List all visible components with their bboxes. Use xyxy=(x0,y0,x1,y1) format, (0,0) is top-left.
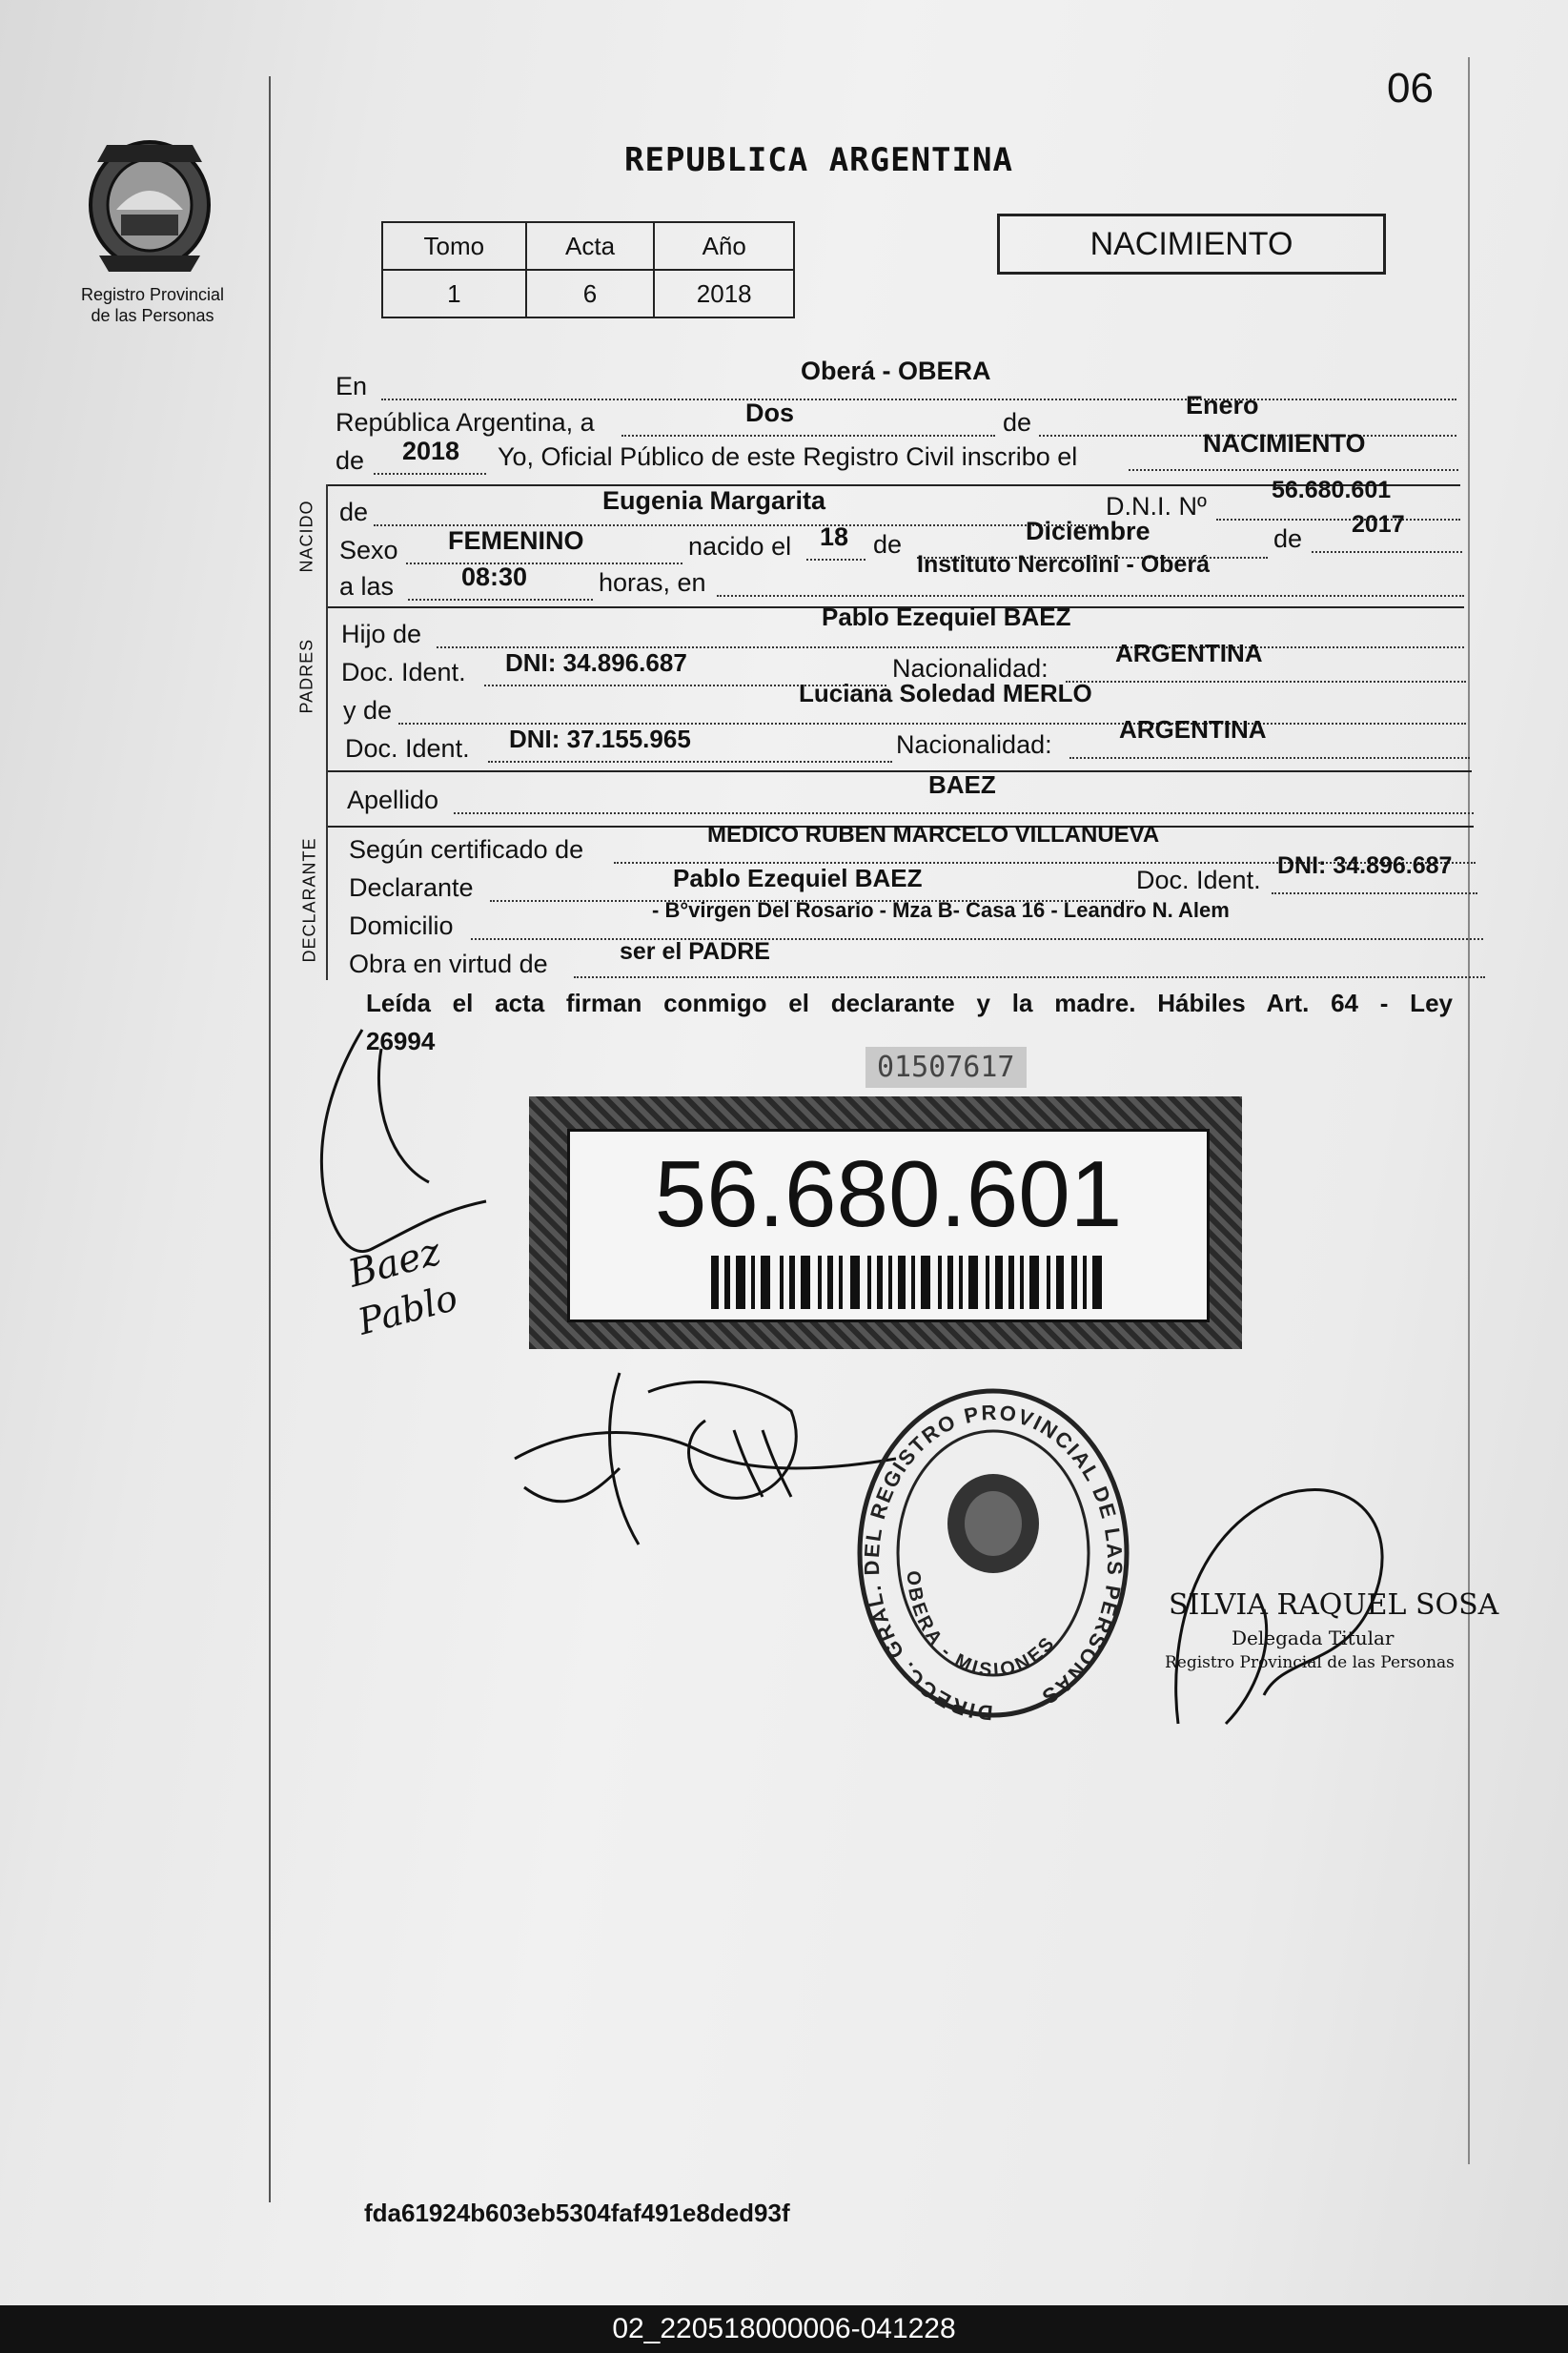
sexo-value: FEMENINO xyxy=(448,526,584,555)
file-id-bar xyxy=(0,2305,1568,2353)
svg-text:OBERA - MISIONES xyxy=(903,1570,1060,1682)
anio-header: Año xyxy=(654,222,794,270)
padres-section-label: PADRES xyxy=(296,638,316,714)
section-rule xyxy=(326,484,328,980)
nacido-el-label: nacido el xyxy=(688,532,792,561)
birth-month-de-label: de xyxy=(873,530,903,559)
acta-value: 6 xyxy=(526,270,655,317)
month-de-label: de xyxy=(1003,408,1032,437)
page-number: 06 xyxy=(1387,65,1434,112)
barcode-bars xyxy=(711,1256,1102,1309)
declarante-label: Declarante xyxy=(349,873,474,902)
act-type-label: NACIMIENTO xyxy=(1089,226,1293,262)
signature-text-1: Baez xyxy=(343,1229,446,1297)
sexo-label: Sexo xyxy=(339,536,398,564)
signature-text-2: Pablo xyxy=(353,1276,462,1343)
obra-label: Obra en virtud de xyxy=(349,950,548,978)
cert-label: Según certificado de xyxy=(349,835,584,864)
declarante-doc: DNI: 34.896.687 xyxy=(1277,852,1453,879)
left-margin-line xyxy=(269,76,271,2202)
declarant-signature xyxy=(295,1020,505,1344)
father-nationality: ARGENTINA xyxy=(1115,639,1263,667)
province-logo xyxy=(78,133,221,276)
father-doc: DNI: 34.896.687 xyxy=(505,648,687,677)
apellido-label: Apellido xyxy=(347,786,439,814)
mother-nat-line xyxy=(1069,757,1470,759)
obra-value: ser el PADRE xyxy=(620,938,770,965)
mother-signature xyxy=(505,1354,906,1554)
day-value: Dos xyxy=(745,399,795,427)
apellido-value: BAEZ xyxy=(928,770,996,799)
logo-caption-line-1: Registro Provincial xyxy=(80,285,225,304)
declarante-doc-label: Doc. Ident. xyxy=(1136,866,1261,894)
record-kind-value: NACIMIENTO xyxy=(1203,429,1366,458)
record-kind-line xyxy=(1129,469,1458,471)
father-name: Pablo Ezequiel BAEZ xyxy=(822,603,1071,631)
serial-number: 01507617 xyxy=(865,1047,1027,1088)
barcode-graphic xyxy=(711,1256,1102,1309)
nacido-de-label: de xyxy=(339,498,369,526)
a-las-label: a las xyxy=(339,572,395,601)
time-line xyxy=(408,599,593,601)
father-doc-label: Doc. Ident. xyxy=(341,658,466,686)
record-table-values xyxy=(382,270,794,317)
domicilio-label: Domicilio xyxy=(349,911,454,940)
act-type-box xyxy=(997,214,1386,275)
birth-year-line xyxy=(1312,551,1462,553)
acta-header: Acta xyxy=(526,222,655,270)
birth-month: Diciembre xyxy=(1026,517,1151,545)
anio-value: 2018 xyxy=(654,270,794,317)
birth-place-line xyxy=(717,595,1464,597)
place-value: Oberá - OBERA xyxy=(801,357,991,385)
father-nat-label: Nacionalidad: xyxy=(892,654,1049,683)
birth-day: 18 xyxy=(820,522,849,551)
place-line xyxy=(381,399,1456,400)
horas-label: horas, en xyxy=(599,568,706,597)
domicilio-value: - B°virgen Del Rosario - Mza B- Casa 16 - Leandro N. Alem xyxy=(652,898,1230,922)
birth-year-de-label: de xyxy=(1273,524,1303,553)
right-margin-line xyxy=(1468,57,1470,2164)
official-seal xyxy=(850,1381,1136,1726)
padres-divider xyxy=(328,770,1472,772)
logo-caption xyxy=(57,284,248,326)
dni-line xyxy=(1216,519,1460,521)
child-name: Eugenia Margarita xyxy=(602,486,826,515)
y-de-label: y de xyxy=(343,696,393,725)
year-value: 2018 xyxy=(402,437,460,465)
month-value: Enero xyxy=(1186,391,1259,419)
mother-doc-line xyxy=(488,761,892,763)
dni-label: D.N.I. Nº xyxy=(1106,492,1207,521)
hijo-de-label: Hijo de xyxy=(341,620,422,648)
mother-doc-label: Doc. Ident. xyxy=(345,734,470,763)
sexo-line xyxy=(406,563,682,564)
country-title: REPUBLICA ARGENTINA xyxy=(624,141,1013,179)
day-line xyxy=(621,435,995,437)
nacido-section-label: NACIDO xyxy=(296,500,316,573)
seal-ring-text: DIRECC. GRAL. DEL REGISTRO PROVINCIAL DE LAS PERSONAS xyxy=(859,1400,1128,1726)
declarante-section-label: DECLARANTE xyxy=(299,837,319,963)
year-prefix-label: de xyxy=(336,446,365,475)
cert-value: MEDICO RUBEN MARCELO VILLANUEVA xyxy=(707,822,1160,848)
birth-place: Instituto Nercolini - Oberá xyxy=(917,551,1210,578)
child-dni: 56.680.601 xyxy=(1272,477,1392,503)
record-table xyxy=(381,221,795,318)
mother-name: Luciana Soledad MERLO xyxy=(799,679,1092,707)
official-office: Registro Provincial de las Personas xyxy=(1165,1653,1455,1672)
barcode-label xyxy=(567,1129,1210,1322)
declarante-doc-line xyxy=(1272,892,1477,894)
father-nat-line xyxy=(1066,681,1466,683)
registry-text: Yo, Oficial Público de este Registro Civil inscribo el xyxy=(498,442,1078,471)
birth-time: 08:30 xyxy=(461,563,528,591)
apellido-line xyxy=(454,812,1474,814)
id-barcode-sticker xyxy=(529,1096,1242,1349)
official-name: SILVIA RAQUEL SOSA xyxy=(1169,1588,1499,1622)
en-label: En xyxy=(336,372,368,400)
mother-nationality: ARGENTINA xyxy=(1119,715,1267,744)
seal-inner-text: OBERA - MISIONES xyxy=(902,1569,1061,1682)
obra-line xyxy=(574,976,1485,978)
official-stamp xyxy=(1165,1476,1499,1762)
logo-caption-line-2: de las Personas xyxy=(91,306,214,325)
birth-day-line xyxy=(806,559,865,561)
republica-label: República Argentina, a xyxy=(336,408,595,437)
year-line xyxy=(374,473,486,475)
closing-line-1: Leída el acta firman conmigo el declarante y la madre. Hábiles Art. 64 - Ley xyxy=(366,989,1453,1017)
declarante-value: Pablo Ezequiel BAEZ xyxy=(673,864,923,892)
mother-doc: DNI: 37.155.965 xyxy=(509,725,691,753)
file-id-label: 02_220518000006-041228 xyxy=(612,2313,956,2344)
barcode-number: 56.680.601 xyxy=(654,1141,1123,1246)
tomo-value: 1 xyxy=(382,270,526,317)
closing-line-2: 26994 xyxy=(366,1027,436,1055)
document-hash: fda61924b603eb5304faf491e8ded93f xyxy=(364,2199,790,2227)
mother-nat-label: Nacionalidad: xyxy=(896,730,1052,759)
birth-year: 2017 xyxy=(1352,511,1405,538)
record-table-header xyxy=(382,222,794,270)
tomo-header: Tomo xyxy=(382,222,526,270)
official-title: Delegada Titular xyxy=(1232,1627,1395,1649)
